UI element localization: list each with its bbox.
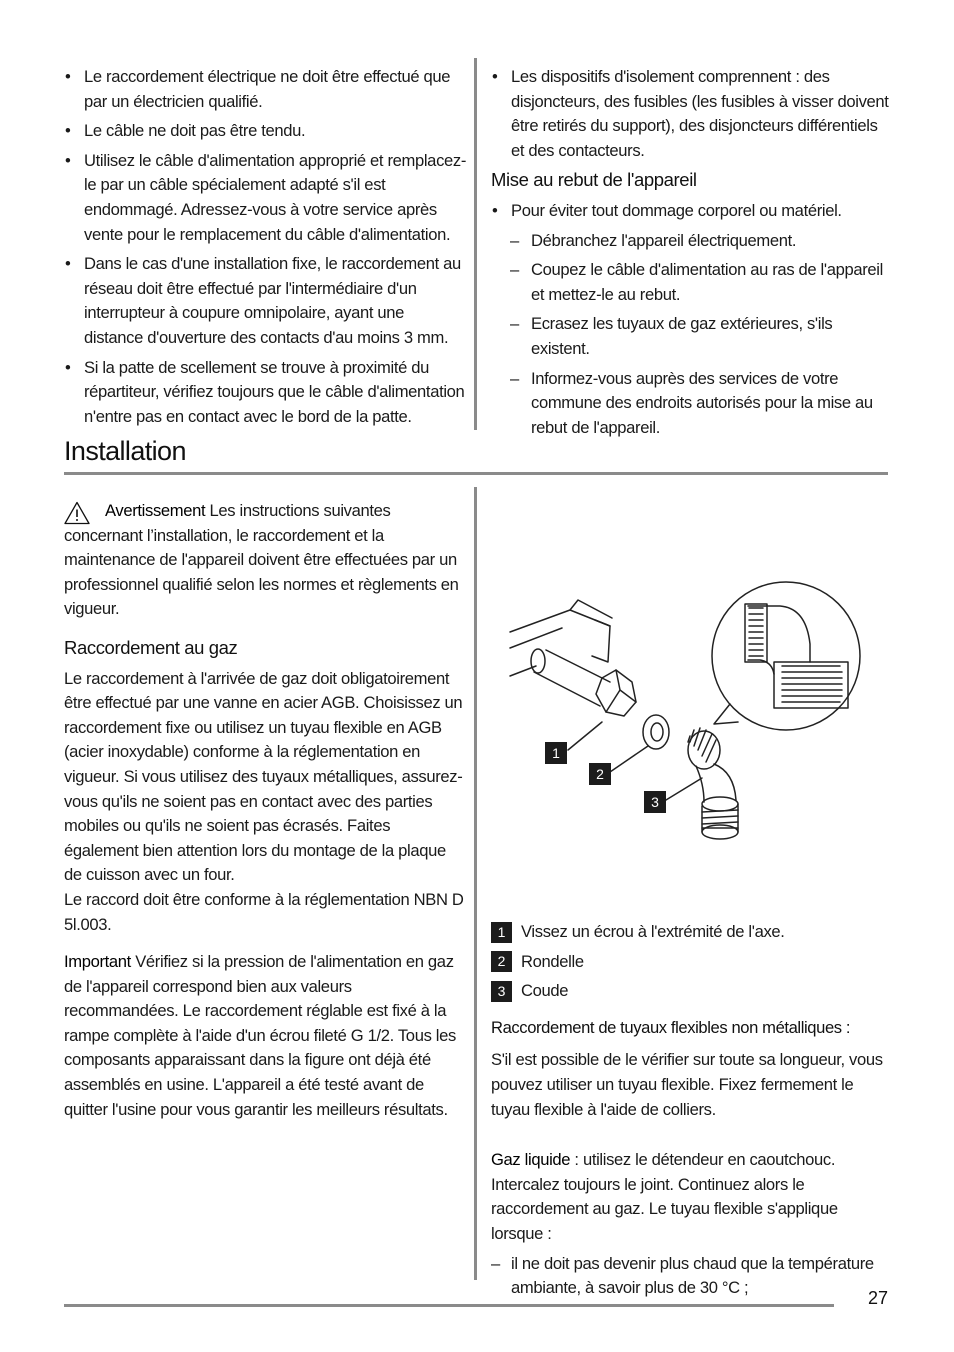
legend-row	[491, 920, 891, 945]
column-divider-bottom	[474, 487, 477, 1280]
list-item: • Le raccordement électrique ne doit être effectué que par un électricien qualifié.	[64, 65, 466, 114]
isolation-list	[491, 65, 891, 163]
legend-text: Coude	[521, 981, 569, 1001]
list-item: • Le câble ne doit pas être tendu.	[64, 119, 466, 144]
figure-label-2: 2	[589, 763, 611, 785]
warning-paragraph	[64, 499, 464, 622]
legend-number: 3	[491, 981, 512, 1002]
gas-connection-figure	[490, 570, 890, 870]
list-item: – il ne doit pas devenir plus chaud que la température ambiante, à savoir plus de 30 °C ;	[491, 1252, 891, 1301]
electrical-safety-list	[64, 65, 466, 429]
lpg-paragraph	[491, 1148, 891, 1246]
top-left-column	[64, 65, 466, 434]
installation-left-column	[64, 499, 464, 1122]
gas-connection-heading: Raccordement au gaz	[64, 636, 238, 658]
figure-legend	[491, 920, 891, 1004]
column-divider-top	[474, 58, 477, 430]
list-item: • Les dispositifs d'isolement comprennent : des disjoncteurs, des fusibles (les fusibles à visser doivent être retirés du support), des disjoncteurs différentiels et des contacteurs.	[491, 65, 891, 163]
section-title-installation: Installation	[64, 436, 186, 466]
disposal-steps	[491, 229, 891, 441]
legend-text: Rondelle	[521, 951, 584, 971]
gas-paragraph-1: Le raccordement à l'arrivée de gaz doit obligatoirement être effectué par une vanne en acier AGB. Choisissez un raccordement fixe ou utilisez un tuyau flexible en AGB (acier inoxydable) conforme à la réglementation en vigueur. Si vous utilisez des tuyaux métalliques, assurez-vous qu'ils ne soient pas en contact avec des parties mobiles ou qu'ils ne soient pas écrasés. Faites également bien attention lors du montage de la plaque de cuisson avec un four.	[64, 668, 463, 885]
lpg-conditions	[491, 1252, 891, 1301]
legend-number: 1	[491, 922, 512, 943]
disposal-list	[491, 199, 891, 224]
page-number: 27	[867, 1288, 888, 1308]
figure-label-1: 1	[545, 742, 567, 764]
list-item: • Dans le cas d'une installation fixe, le raccordement au réseau doit être effectué par l'intermédiaire d'un interrupteur à coupure omnipolaire, ayant une distance d'ouverture des contacts d'au moins 3 mm.	[64, 252, 466, 350]
legend-row	[491, 950, 891, 975]
top-right-column	[491, 65, 891, 445]
footer-rule	[64, 1304, 834, 1307]
warning-block	[64, 499, 464, 622]
warning-text: Les instructions suivantes concernant l’installation, le raccordement et la maintenance de l'appareil doivent être effectuées par un professionnel qualifié selon les normes et règlements en vigueur.	[64, 501, 459, 619]
list-item: – Coupez le câble d'alimentation au ras de l'appareil et mettez-le au rebut.	[491, 258, 891, 307]
installation-right-column	[491, 920, 891, 1306]
warning-label: Avertissement	[105, 501, 206, 520]
list-item: – Débranchez l'appareil électriquement.	[491, 229, 891, 254]
important-paragraph	[64, 950, 464, 1122]
flex-hose-heading: Raccordement de tuyaux flexibles non métalliques :	[491, 1017, 851, 1037]
list-item: • Si la patte de scellement se trouve à proximité du répartiteur, vérifiez toujours que le câble d'alimentation n'entre pas en contact avec le bord de la patte.	[64, 356, 466, 430]
important-label: Important	[64, 952, 131, 972]
legend-row	[491, 979, 891, 1004]
warning-triangle-icon	[64, 501, 90, 525]
legend-text: Vissez un écrou à l'extrémité de l'axe.	[521, 922, 785, 941]
disposal-heading: Mise au rebut de l'appareil	[491, 169, 697, 191]
important-text: Vérifiez si la pression de l'alimentation en gaz de l'appareil correspond bien aux valeurs recommandées. Le raccordement réglable est fixé à la rampe complète à l'aide d'un écrou fileté G 1/2. Tous les composants apparaissant dans la figure ont déjà été assemblés en usine. L'appareil a été testé avant de quitter l'usine pour vous garantir les meilleurs résultats.	[64, 952, 456, 1119]
gas-paragraph-2: Le raccord doit être conforme à la réglementation NBN D 5l.003.	[64, 889, 464, 934]
list-item: • Utilisez le câble d'alimentation approprié et remplacez-le par un câble spécialement adapté s'il est endommagé. Adressez-vous à votre service après vente pour le remplacement du câble d'alimentation.	[64, 149, 466, 247]
figure-label-3: 3	[644, 791, 666, 813]
gas-fitting-illustration	[490, 570, 890, 870]
lpg-label: Gaz liquide	[491, 1150, 571, 1170]
list-item: – Ecrasez les tuyaux de gaz extérieures, s'ils existent.	[491, 312, 891, 361]
list-item: • Pour éviter tout dommage corporel ou matériel.	[491, 199, 891, 224]
lpg-text: : utilisez le détendeur en caoutchouc. Intercalez toujours le joint. Continuez alors le raccordement au gaz. Le tuyau flexible s'applique lorsque :	[491, 1150, 838, 1243]
legend-number: 2	[491, 951, 512, 972]
flex-hose-paragraph: S'il est possible de le vérifier sur toute sa longueur, vous pouvez utiliser un tuyau flexible. Fixez fermement le tuyau flexible à l'aide de colliers.	[491, 1050, 883, 1119]
list-item: – Informez-vous auprès des services de votre commune des endroits autorisés pour la mise au rebut de l'appareil.	[491, 367, 891, 441]
section-rule	[64, 472, 888, 475]
